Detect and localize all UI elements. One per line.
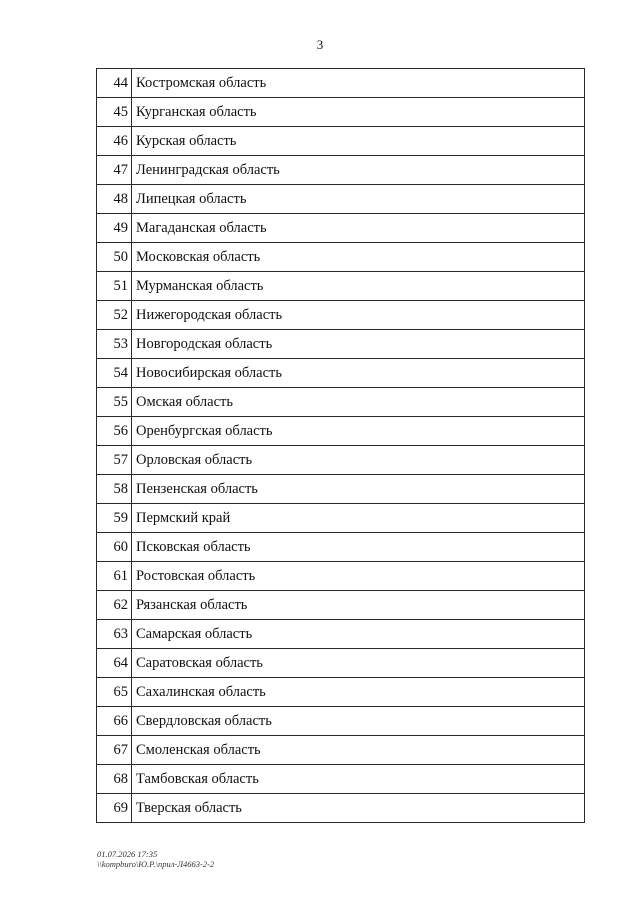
region-name: Мурманская область <box>132 272 585 301</box>
region-name: Орловская область <box>132 446 585 475</box>
region-name: Нижегородская область <box>132 301 585 330</box>
table-row <box>97 707 585 736</box>
region-number: 56 <box>97 417 132 446</box>
region-number: 62 <box>97 591 132 620</box>
region-name: Смоленская область <box>132 736 585 765</box>
region-name: Рязанская область <box>132 591 585 620</box>
table-row <box>97 272 585 301</box>
table-row <box>97 504 585 533</box>
region-name: Пермский край <box>132 504 585 533</box>
region-number: 52 <box>97 301 132 330</box>
region-number: 61 <box>97 562 132 591</box>
region-name: Ростовская область <box>132 562 585 591</box>
region-number: 67 <box>97 736 132 765</box>
table-row <box>97 359 585 388</box>
table-row <box>97 533 585 562</box>
table-row <box>97 156 585 185</box>
table-row <box>97 765 585 794</box>
table-row <box>97 69 585 98</box>
region-name: Сахалинская область <box>132 678 585 707</box>
region-name: Московская область <box>132 243 585 272</box>
region-number: 65 <box>97 678 132 707</box>
page-number: 3 <box>316 37 324 52</box>
region-name: Оренбургская область <box>132 417 585 446</box>
region-name: Липецкая область <box>132 185 585 214</box>
region-number: 49 <box>97 214 132 243</box>
region-number: 51 <box>97 272 132 301</box>
region-name: Новгородская область <box>132 330 585 359</box>
document-footer <box>97 849 214 869</box>
footer-file-path: \\kompburo\Ю.Р.\прил-Л4663-2-2 <box>97 859 215 869</box>
region-name: Магаданская область <box>132 214 585 243</box>
regions-table <box>96 68 585 823</box>
table-row <box>97 562 585 591</box>
footer-timestamp: 01.07.2026 17:35 <box>97 849 158 859</box>
region-name: Тверская область <box>132 794 585 823</box>
region-name: Новосибирская область <box>132 359 585 388</box>
region-number: 53 <box>97 330 132 359</box>
table-row <box>97 475 585 504</box>
region-number: 64 <box>97 649 132 678</box>
region-name: Ленинградская область <box>132 156 585 185</box>
table-row <box>97 127 585 156</box>
table-row <box>97 649 585 678</box>
region-name: Курская область <box>132 127 585 156</box>
table-row <box>97 736 585 765</box>
table-row <box>97 301 585 330</box>
table-row <box>97 214 585 243</box>
region-name: Пензенская область <box>132 475 585 504</box>
region-name: Омская область <box>132 388 585 417</box>
region-number: 46 <box>97 127 132 156</box>
region-name: Псковская область <box>132 533 585 562</box>
region-number: 55 <box>97 388 132 417</box>
region-name: Саратовская область <box>132 649 585 678</box>
table-row <box>97 678 585 707</box>
regions-table-body <box>97 69 585 823</box>
table-row <box>97 388 585 417</box>
region-name: Курганская область <box>132 98 585 127</box>
table-row <box>97 417 585 446</box>
region-number: 48 <box>97 185 132 214</box>
region-number: 45 <box>97 98 132 127</box>
region-number: 66 <box>97 707 132 736</box>
region-number: 57 <box>97 446 132 475</box>
table-row <box>97 98 585 127</box>
region-number: 69 <box>97 794 132 823</box>
table-row <box>97 243 585 272</box>
region-number: 50 <box>97 243 132 272</box>
table-row <box>97 794 585 823</box>
region-number: 60 <box>97 533 132 562</box>
region-number: 54 <box>97 359 132 388</box>
region-name: Свердловская область <box>132 707 585 736</box>
region-number: 63 <box>97 620 132 649</box>
table-row <box>97 591 585 620</box>
table-row <box>97 446 585 475</box>
region-name: Самарская область <box>132 620 585 649</box>
table-row <box>97 330 585 359</box>
region-number: 44 <box>97 69 132 98</box>
table-row <box>97 185 585 214</box>
region-name: Костромская область <box>132 69 585 98</box>
region-number: 47 <box>97 156 132 185</box>
region-number: 68 <box>97 765 132 794</box>
region-number: 59 <box>97 504 132 533</box>
region-name: Тамбовская область <box>132 765 585 794</box>
table-row <box>97 620 585 649</box>
region-number: 58 <box>97 475 132 504</box>
